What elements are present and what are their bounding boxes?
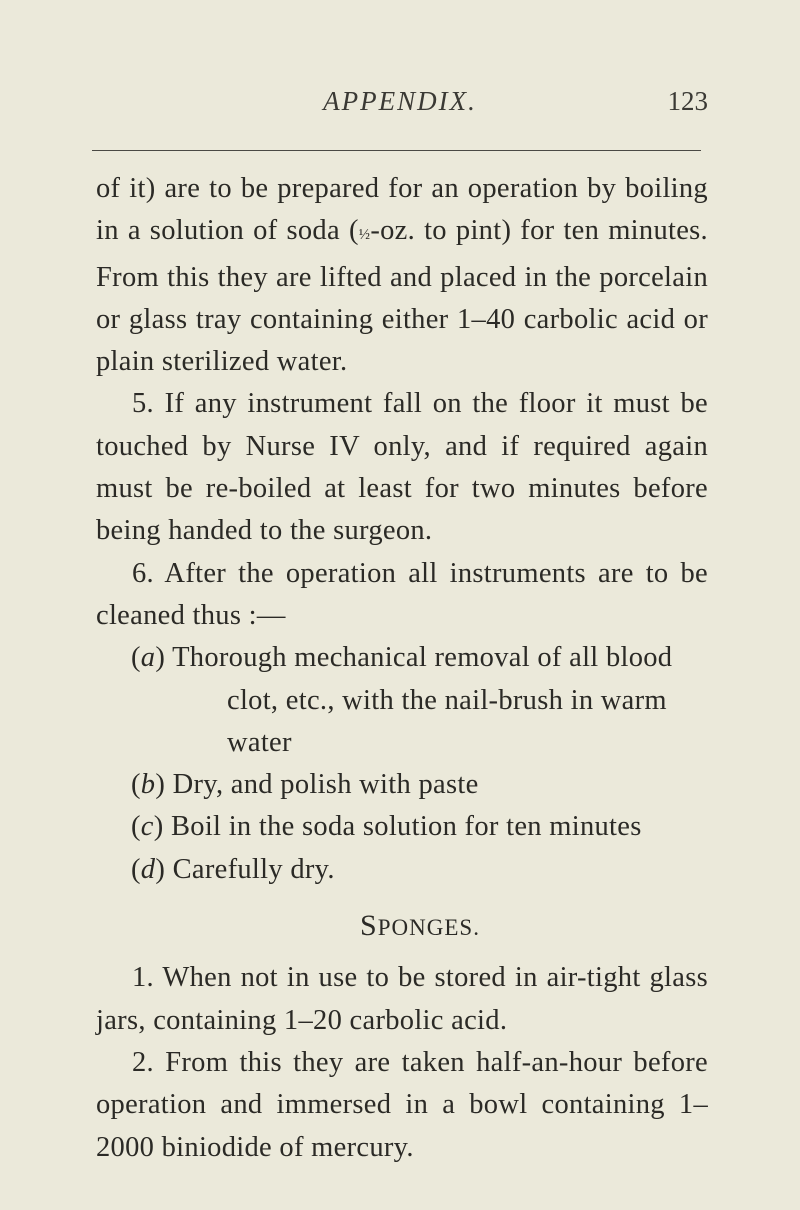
- header-rule: [92, 150, 701, 151]
- body-text: [96, 168, 708, 1169]
- step-text: Carefully dry.: [172, 853, 335, 885]
- fraction: ½: [358, 227, 371, 244]
- step-text: Dry, and polish with paste: [172, 769, 479, 801]
- section-heading: [96, 905, 708, 949]
- paragraph-text-end: -oz. to pint) for ten minutes. From this they are lifted and placed in the porcelain or glass tray containing either 1–40 carbolic acid or plain sterilized water.: [96, 215, 708, 378]
- step-marker: c: [140, 811, 154, 843]
- running-head: [0, 86, 800, 130]
- sponges-paragraph-2: 2. From this they are taken half-an-hour before operation and immersed in a bowl containing 1–2000 biniodide of mercury.: [96, 1046, 708, 1163]
- cleaning-step: (c) Boil in the soda solution for ten minutes: [131, 811, 642, 843]
- running-title: APPENDIX.: [323, 86, 477, 116]
- paragraph-text-start: of it) are to be prepared for an operation by boiling in a solution of soda (: [96, 173, 708, 247]
- cleaning-step: (b) Dry, and polish with paste: [131, 769, 479, 801]
- step-text: Boil in the soda solution for ten minutes: [170, 811, 642, 843]
- paragraph-6: 6. After the operation all instruments are to be cleaned thus :—: [96, 557, 708, 631]
- heading-rest: PONGES.: [377, 915, 480, 941]
- page-number: 123: [667, 86, 708, 116]
- step-text: Thorough mechanical removal of all blood clot, etc., with the nail-brush in warm water: [172, 642, 673, 758]
- step-marker: d: [140, 853, 156, 885]
- step-marker: b: [140, 769, 156, 801]
- cleaning-step: (d) Carefully dry.: [131, 853, 335, 885]
- sponges-paragraph-1: 1. When not in use to be stored in air-tight glass jars, containing 1–20 carbolic acid.: [96, 962, 708, 1036]
- cleaning-step: (a) Thorough mechanical removal of all blood clot, etc., with the nail-brush in warm water: [131, 642, 673, 758]
- paragraph-continued: [96, 168, 708, 383]
- heading-initial: S: [360, 909, 378, 943]
- step-marker: a: [140, 642, 156, 674]
- paragraph-5: 5. If any instrument fall on the floor it must be touched by Nurse IV only, and if required again must be re-boiled at least for two minutes before being handed to the surgeon.: [96, 388, 708, 547]
